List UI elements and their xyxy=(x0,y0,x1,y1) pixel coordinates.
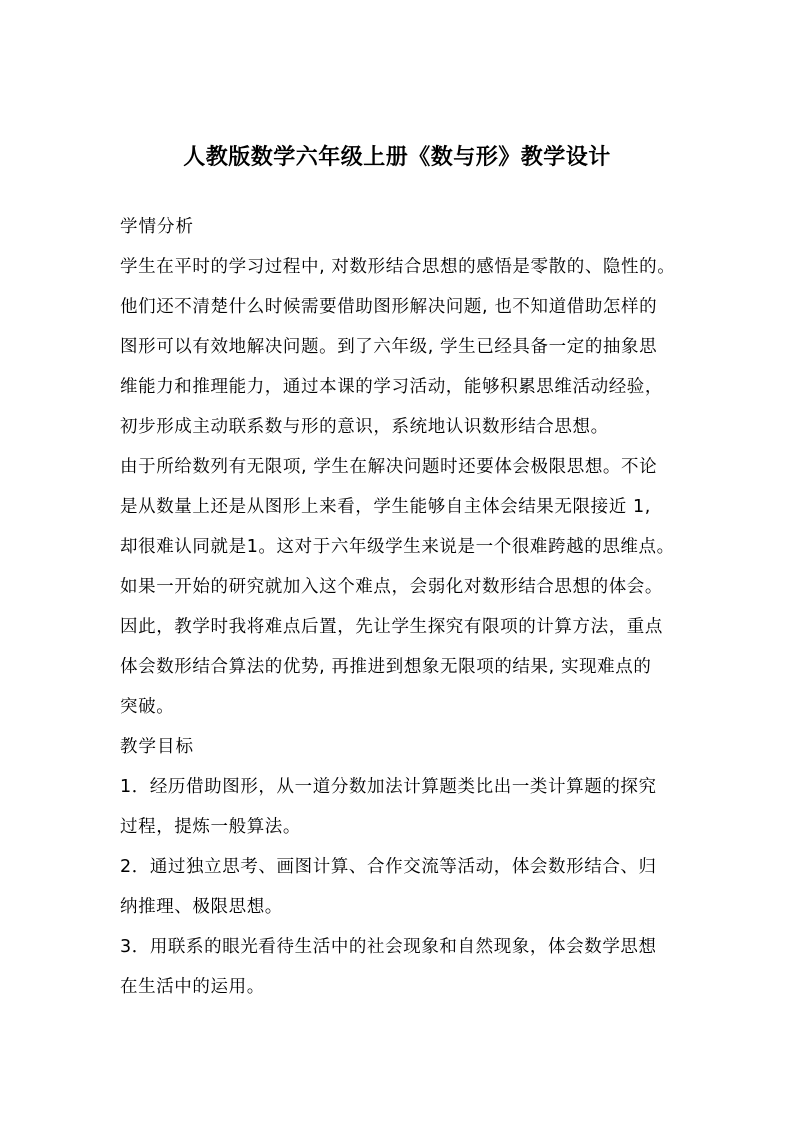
paragraph-line: 学生在平时的学习过程中, 对数形结合思想的感悟是零散的、隐性的。 xyxy=(120,257,676,277)
paragraph-line: 他们还不清楚什么时候需要借助图形解决问题, 也不知道借助怎样的 xyxy=(120,297,658,317)
paragraph-line: 因此，教学时我将难点后置，先让学生探究有限项的计算方法，重点 xyxy=(120,617,663,637)
paragraph-line: 维能力和推理能力，通过本课的学习活动，能够积累思维活动经验， xyxy=(120,377,663,397)
paragraph-line: 由于所给数列有无限项, 学生在解决问题时还要体会极限思想。不论 xyxy=(120,457,658,477)
goal-line: 纳推理、极限思想。 xyxy=(120,897,283,917)
goal-line: 过程，提炼一般算法。 xyxy=(120,817,301,837)
section-heading-teaching-goals: 教学目标 xyxy=(120,737,194,757)
goal-line: 1．经历借助图形，从一道分数加法计算题类比出一类计算题的探究 xyxy=(120,777,657,797)
paragraph-line: 是从数量上还是从图形上来看，学生能够自主体会结果无限接近 1, xyxy=(120,497,651,517)
goal-line: 在生活中的运用。 xyxy=(120,977,265,997)
goal-line: 2．通过独立思考、画图计算、合作交流等活动，体会数形结合、归 xyxy=(120,857,657,877)
paragraph-line: 图形可以有效地解决问题。到了六年级, 学生已经具备一定的抽象思 xyxy=(120,337,658,357)
paragraph-line: 却很难认同就是1。这对于六年级学生来说是一个很难跨越的思维点。 xyxy=(120,537,675,557)
paragraph-line: 如果一开始的研究就加入这个难点，会弱化对数形结合思想的体会。 xyxy=(120,577,663,597)
document-title: 人教版数学六年级上册《数与形》教学设计 xyxy=(183,145,611,170)
paragraph-line: 体会数形结合算法的优势, 再推进到想象无限项的结果, 实现难点的 xyxy=(120,657,652,677)
paragraph-line: 突破。 xyxy=(120,697,175,717)
document-body xyxy=(120,207,688,1007)
paragraph-line: 初步形成主动联系数与形的意识，系统地认识数形结合思想。 xyxy=(120,417,609,437)
section-heading-learning-analysis: 学情分析 xyxy=(120,217,194,237)
goal-line: 3．用联系的眼光看待生活中的社会现象和自然现象，体会数学思想 xyxy=(120,937,657,957)
